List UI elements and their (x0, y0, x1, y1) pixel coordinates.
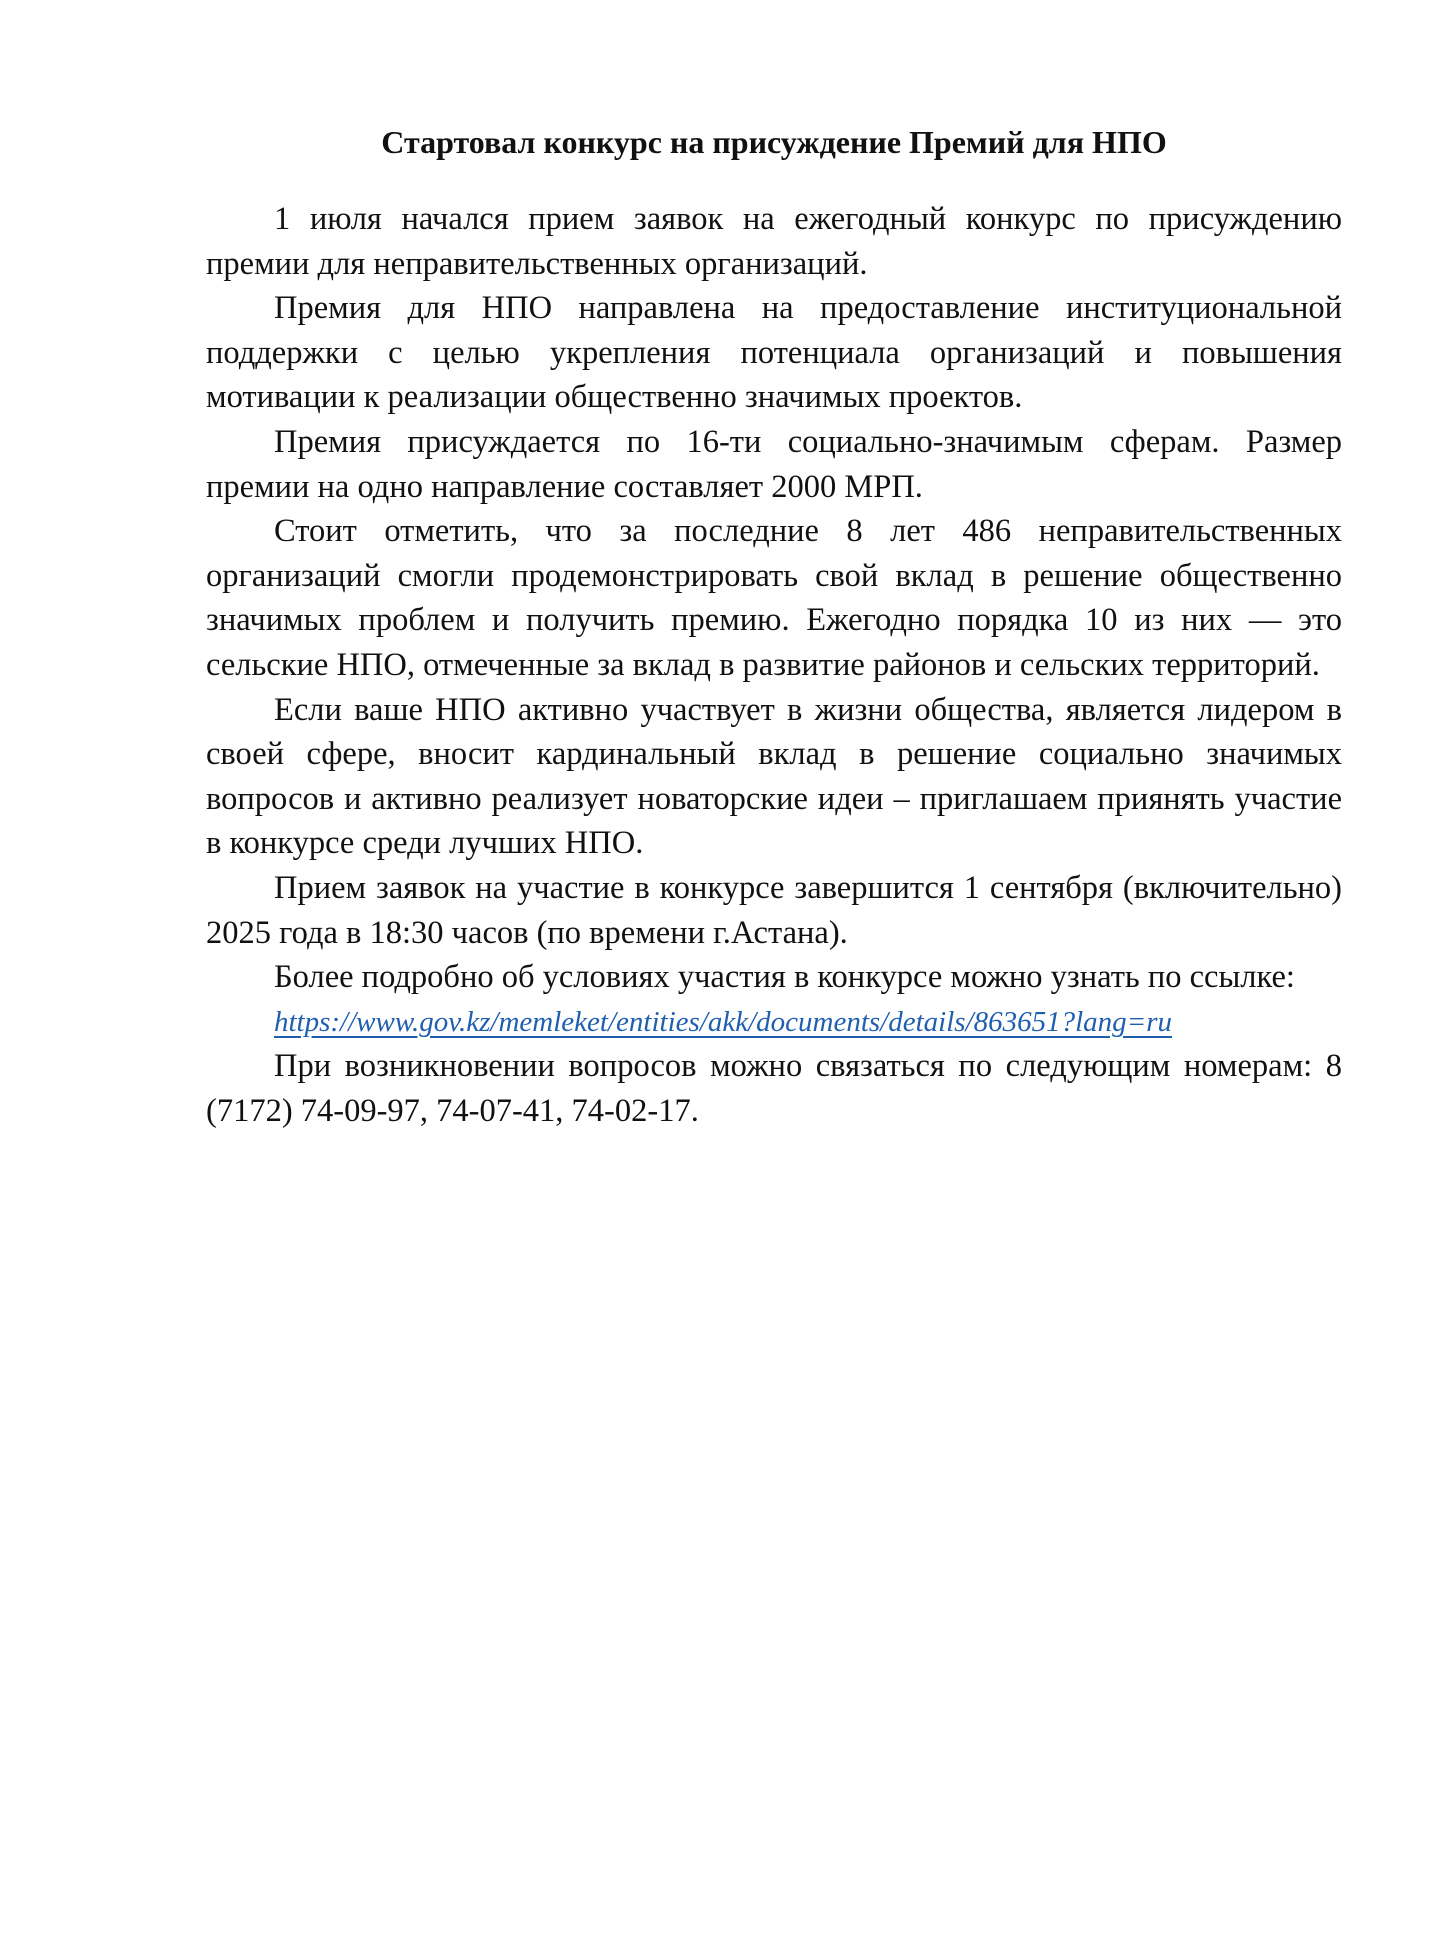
paragraph-deadline: Прием заявок на участие в конкурсе завершится 1 сентября (включительно) 2025 года в 18:30 часов (по времени г.Астана). (206, 869, 1342, 951)
details-link[interactable]: https://www.gov.kz/memleket/entities/akk/documents/details/863651?lang=ru (274, 1005, 1173, 1038)
document-body (206, 197, 1342, 1133)
paragraph-spheres: Премия присуждается по 16-ти социально-значимым сферам. Размер премии на одно направление составляет 2000 МРП. (206, 423, 1342, 505)
paragraph-details (206, 955, 1342, 1044)
paragraph-contacts: При возникновении вопросов можно связаться по следующим номерам: 8 (7172) 74-09-97, 74-07-41, 74-02-17. (206, 1048, 1342, 1129)
paragraph-invitation: Если ваше НПО активно участвует в жизни общества, является лидером в своей сфере, вносит кардинальный вклад в решение социально значимых вопросов и активно реализует новаторские идеи – приглашаем приянять участие в конкурсе среди лучших НПО. (206, 691, 1342, 862)
details-intro-text: Более подробно об условиях участия в конкурсе можно узнать по ссылке: (274, 959, 1295, 996)
paragraph-purpose: Премия для НПО направлена на предоставление институциональной поддержки с целью укрепления потенциала организаций и повышения мотивации к реализации общественно значимых проектов. (206, 290, 1342, 416)
document-title: Стартовал конкурс на присуждение Премий для НПО (381, 124, 1167, 160)
paragraph-statistics: Стоит отметить, что за последние 8 лет 486 неправительственных организаций смогли продемонстрировать свой вклад в решение общественно значимых проблем и получить премию. Ежегодно порядка 10 из них — это сельские НПО, отмеченные за вклад в развитие районов и сельских территорий. (206, 513, 1342, 683)
paragraph-intro: 1 июля начался прием заявок на ежегодный конкурс по присуждению премии для неправительственных организаций. (206, 201, 1342, 282)
